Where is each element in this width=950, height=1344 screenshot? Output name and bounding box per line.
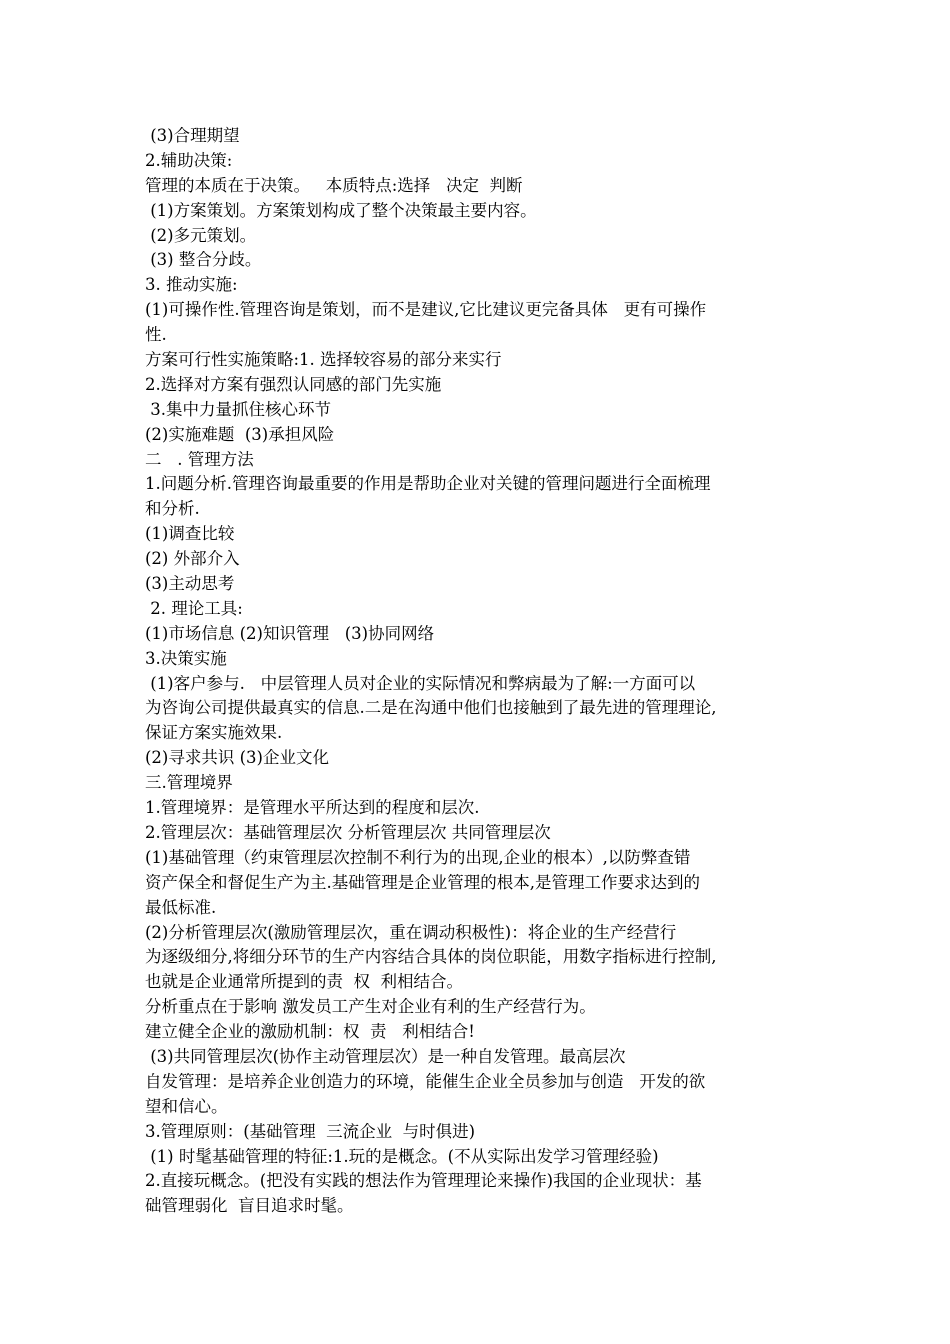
text-line: 和分析. xyxy=(145,499,200,519)
text-line: 2.选择对方案有强烈认同感的部门先实施 xyxy=(145,374,442,394)
text-line: (2)寻求共识 (3)企业文化 xyxy=(145,748,329,768)
text-line: (3)共同管理层次(协作主动管理层次）是一种自发管理。最高层次 xyxy=(145,1046,626,1066)
text-line: (1)可操作性.管理咨询是策划，而不是建议,它比建议更完备具体 更有可操作 xyxy=(145,300,707,320)
text-line: 1.管理境界：是管理水平所达到的程度和层次. xyxy=(145,798,480,818)
text-line: 3.集中力量抓住核心环节 xyxy=(145,399,331,419)
text-line: 1.问题分析.管理咨询最重要的作用是帮助企业对关键的管理问题进行全面梳理 xyxy=(145,474,711,494)
text-line: (1)方案策划。方案策划构成了整个决策最主要内容。 xyxy=(145,200,537,220)
text-line: 为咨询公司提供最真实的信息.二是在沟通中他们也接触到了最先进的管理理论, xyxy=(145,698,717,718)
text-line: (2)多元策划。 xyxy=(145,225,257,245)
text-line: (1)客户参与. 中层管理人员对企业的实际情况和弊病最为了解:一方面可以 xyxy=(145,673,696,693)
text-line: 方案可行性实施策略:1. 选择较容易的部分来实行 xyxy=(145,350,502,370)
document-page xyxy=(145,124,820,1219)
text-line: 为逐级细分,将细分环节的生产内容结合具体的岗位职能，用数字指标进行控制, xyxy=(145,947,717,967)
text-line: 自发管理：是培养企业创造力的环境，能催生企业全员参加与创造 开发的欲 xyxy=(145,1071,706,1091)
text-line: 最低标准. xyxy=(145,897,217,917)
text-line: (1)调查比较 xyxy=(145,524,235,544)
text-line: 2.管理层次：基础管理层次 分析管理层次 共同管理层次 xyxy=(145,822,551,842)
text-line: (2)分析管理层次(激励管理层次，重在调动积极性)：将企业的生产经营行 xyxy=(145,922,677,942)
text-line: 分析重点在于影响 激发员工产生对企业有利的生产经营行为。 xyxy=(145,997,596,1017)
text-line: 3. 推动实施: xyxy=(145,275,238,295)
text-line: 管理的本质在于决策。 本质特点:选择 决定 判断 xyxy=(145,175,523,195)
text-line: (1)市场信息 (2)知识管理 (3)协同网络 xyxy=(145,623,435,643)
text-line: 三.管理境界 xyxy=(145,773,233,793)
text-line: 3.管理原则：(基础管理 三流企业 与时俱进) xyxy=(145,1121,476,1141)
text-line: (1) 时髦基础管理的特征:1.玩的是概念。(不从实际出发学习管理经验) xyxy=(145,1146,659,1166)
text-line: (3)合理期望 xyxy=(145,126,240,145)
text-line: 性. xyxy=(145,325,167,345)
text-line: 资产保全和督促生产为主.基础管理是企业管理的根本,是管理工作要求达到的 xyxy=(145,872,700,892)
text-line: (1)基础管理（约束管理层次控制不利行为的出现,企业的根本）,以防弊查错 xyxy=(145,847,691,867)
text-line: (3) 整合分歧。 xyxy=(145,250,262,270)
text-line: 础管理弱化 盲目追求时髦。 xyxy=(145,1196,354,1216)
text-line: 保证方案实施效果. xyxy=(145,723,283,743)
text-line: (3)主动思考 xyxy=(145,574,235,594)
text-line: 2. 理论工具: xyxy=(145,598,243,618)
text-line: (2)实施难题 (3)承担风险 xyxy=(145,424,335,444)
text-line: 2.直接玩概念。(把没有实践的想法作为管理理论来操作)我国的企业现状：基 xyxy=(145,1171,702,1191)
text-line: (2) 外部介入 xyxy=(145,549,240,569)
text-line: 二 . 管理方法 xyxy=(145,449,254,469)
text-line: 3.决策实施 xyxy=(145,648,227,668)
text-line: 望和信心。 xyxy=(145,1096,228,1116)
text-line: 也就是企业通常所提到的责 权 利相结合。 xyxy=(145,972,463,992)
text-line: 2.辅助决策: xyxy=(145,150,233,170)
text-line: 建立健全企业的激励机制：权 责 利相结合! xyxy=(145,1022,475,1042)
